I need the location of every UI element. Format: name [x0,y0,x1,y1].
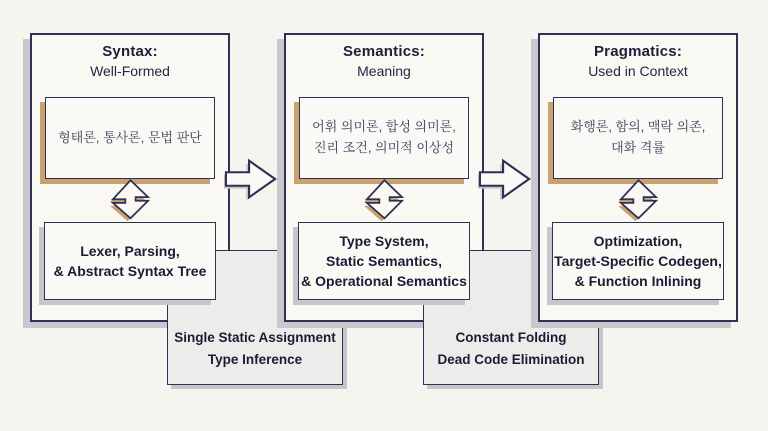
compiler-line: & Function Inlining [574,273,702,290]
right-arrow-icon [478,158,532,200]
syntax-compiler-box [44,222,216,300]
bridge-line: Constant Folding [455,330,567,345]
compiler-line: Lexer, Parsing, [80,242,180,259]
semantics-compiler-box [298,222,470,300]
compiler-line: & Abstract Syntax Tree [53,263,207,279]
double-vertical-arrow-icon [110,176,151,224]
bridge-text [168,327,342,370]
compiler-line: Type System, [339,232,429,249]
panel-title: Syntax: [102,43,158,60]
panel-title: Semantics: [342,43,426,60]
korean-line: 화행론, 함의, 맥락 의존, [570,119,706,135]
panel-title: Pragmatics: [593,43,683,60]
bridge-text [424,327,598,370]
panel-subtitle: Well-Formed [90,63,170,79]
compiler-line: Target-Specific Codegen, [554,252,722,269]
semantics-linguistics-box [299,97,469,179]
panel-subtitle: Meaning [357,63,411,79]
compiler-line: Optimization, [593,232,683,249]
double-vertical-arrow-icon [364,176,405,224]
double-vertical-arrow-icon [618,176,659,224]
panel-subtitle: Used in Context [588,63,688,79]
korean-line: 형태론, 통사론, 문법 판단 [58,129,202,145]
korean-line: 어휘 의미론, 합성 의미론, [312,119,456,135]
pragmatics-compiler-box [552,222,724,300]
right-arrow-icon [224,158,278,200]
compiler-line: Static Semantics, [326,252,442,269]
korean-line: 진리 조건, 의미적 이상성 [313,140,455,155]
bridge-line: Dead Code Elimination [437,351,585,367]
syntax-linguistics-box [45,97,215,179]
bridge-line: Type Inference [207,351,303,367]
bridge-line: Single Static Assignment [174,330,336,345]
korean-line: 대화 격률 [611,140,665,155]
compiler-line: & Operational Semantics [301,273,467,290]
pragmatics-linguistics-box [553,97,723,179]
